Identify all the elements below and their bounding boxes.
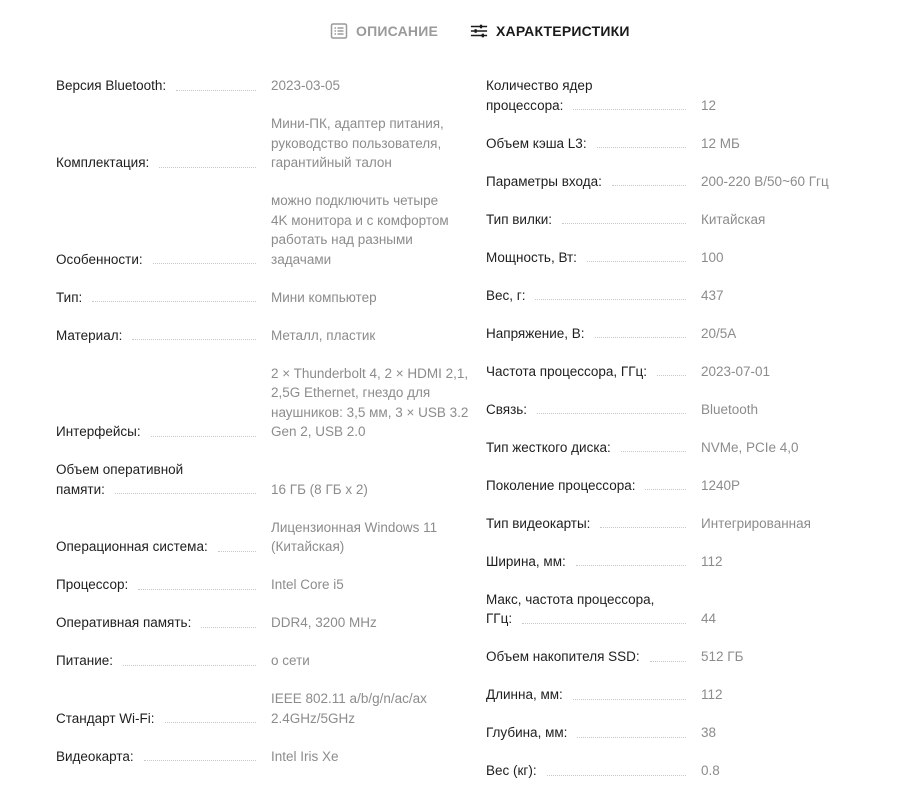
spec-label-line: Тип жесткого диска:	[486, 439, 611, 455]
dotted-leader	[657, 375, 686, 376]
spec-value-line: 2.4GHz/5GHz	[271, 710, 356, 726]
dotted-leader	[165, 722, 256, 723]
spec-value	[271, 364, 468, 442]
spec-label	[56, 326, 122, 346]
spec-value	[701, 96, 716, 116]
spec-label-line: Количество ядер	[486, 78, 593, 93]
spec-value-line: 2 × Thunderbolt 4, 2 × HDMI 2,1,	[271, 365, 469, 381]
spec-row	[56, 689, 471, 728]
spec-label	[56, 76, 166, 96]
spec-label-line: Вес (кг):	[486, 763, 537, 778]
spec-value-line: 100	[701, 249, 724, 265]
spec-value-line: можно подключить четыре	[271, 193, 439, 208]
spec-row	[56, 613, 471, 633]
spec-label-line: Связь:	[486, 401, 528, 417]
spec-label	[486, 362, 647, 382]
tab-specifications[interactable]	[470, 22, 630, 40]
spec-value	[701, 476, 740, 496]
spec-label-line: процессора:	[486, 97, 564, 113]
spec-value-line: о сети	[271, 653, 310, 668]
spec-value-line: DDR4, 3200 MHz	[271, 615, 377, 630]
spec-label-line: Процессор:	[56, 577, 129, 592]
spec-value-line: NVMe, PCIe 4,0	[701, 439, 799, 455]
dotted-leader	[92, 301, 256, 302]
spec-row	[486, 248, 901, 268]
spec-value	[701, 210, 765, 230]
spec-row	[486, 362, 901, 382]
dotted-leader	[132, 339, 256, 340]
spec-row	[56, 518, 471, 557]
spec-value	[701, 286, 724, 306]
spec-value	[271, 518, 437, 557]
spec-label	[486, 134, 587, 154]
spec-value-line: Китайская	[701, 211, 766, 227]
spec-value-line: 4K монитора и с комфортом	[271, 212, 449, 228]
dotted-leader	[115, 493, 256, 494]
spec-value-line: 12 МБ	[701, 135, 740, 151]
spec-label	[56, 613, 191, 633]
tab-description-label: ОПИСАНИЕ	[356, 23, 438, 39]
spec-value	[701, 685, 723, 705]
spec-value-line: Мини-ПК, адаптер питания,	[271, 116, 444, 131]
spec-label-line: Оперативная память:	[56, 615, 192, 630]
spec-value	[701, 248, 724, 268]
tab-specifications-label: ХАРАКТЕРИСТИКИ	[496, 23, 630, 39]
spec-value-line: 0.8	[701, 763, 720, 778]
dotted-leader	[621, 451, 686, 452]
spec-row	[486, 210, 901, 230]
dotted-leader	[176, 90, 256, 91]
dotted-leader	[537, 413, 686, 414]
spec-label	[486, 324, 585, 344]
spec-label-line: Глубина, мм:	[486, 725, 568, 740]
spec-row	[486, 761, 901, 781]
spec-row	[486, 552, 901, 572]
spec-row	[486, 685, 901, 705]
spec-row	[486, 590, 901, 629]
spec-value-line: работать над разными	[271, 232, 413, 247]
spec-row	[486, 476, 901, 496]
spec-label-line: Объем кэша L3:	[486, 135, 587, 151]
spec-value-line: 2023-03-05	[271, 78, 341, 93]
list-icon	[330, 22, 348, 40]
spec-label-line: Стандарт Wi-Fi:	[56, 710, 155, 726]
spec-label	[56, 250, 143, 270]
spec-label-line: Ширина, мм:	[486, 553, 566, 569]
spec-label	[56, 153, 149, 173]
spec-row	[56, 76, 471, 96]
spec-value-line: 512 ГБ	[701, 649, 744, 664]
spec-value	[271, 480, 368, 500]
spec-label-line: Параметры входа:	[486, 173, 602, 189]
spec-label-line: Версия Bluetooth:	[56, 78, 167, 93]
spec-label-line: Операционная система:	[56, 539, 208, 554]
spec-label	[56, 709, 155, 729]
spec-row	[56, 747, 471, 767]
dotted-leader	[522, 623, 686, 624]
spec-label-line: Вес, г:	[486, 287, 526, 303]
spec-label	[486, 761, 537, 781]
sliders-icon	[470, 22, 488, 40]
dotted-leader	[153, 263, 256, 264]
spec-row	[56, 364, 471, 442]
spec-label-line: Комплектация:	[56, 155, 150, 170]
dotted-leader	[535, 299, 686, 300]
spec-value	[701, 761, 720, 781]
spec-label-line: Питание:	[56, 653, 114, 668]
spec-value-line: Лицензионная Windows 11	[271, 519, 438, 535]
spec-row	[486, 647, 901, 667]
spec-label-line: Длинна, мм:	[486, 687, 563, 702]
spec-value-line: 44	[701, 611, 717, 626]
spec-value	[271, 114, 444, 173]
spec-value-line: Интегрированная	[701, 515, 811, 531]
spec-label	[486, 685, 563, 705]
spec-label-line: Напряжение, В:	[486, 325, 585, 341]
dotted-leader	[547, 775, 686, 776]
spec-value-line: 38	[701, 725, 717, 740]
spec-label-line: Особенности:	[56, 251, 143, 267]
spec-value	[271, 747, 339, 767]
spec-label	[486, 172, 602, 192]
spec-value	[701, 438, 799, 458]
spec-label-line: Видеокарта:	[56, 748, 134, 764]
spec-value-line: Gen 2, USB 2.0	[271, 424, 366, 439]
spec-value	[271, 689, 427, 728]
spec-row	[486, 172, 901, 192]
spec-row	[56, 114, 471, 173]
dotted-leader	[612, 185, 686, 186]
spec-value	[271, 191, 449, 269]
spec-label-line: Мощность, Вт:	[486, 249, 577, 265]
spec-label	[56, 747, 134, 767]
spec-label	[56, 575, 128, 595]
dotted-leader	[144, 760, 256, 761]
spec-value-line: 437	[701, 287, 724, 303]
dotted-leader	[151, 436, 256, 437]
spec-value	[271, 288, 377, 308]
dotted-leader	[587, 261, 686, 262]
dotted-leader	[650, 661, 686, 662]
spec-value	[701, 609, 716, 629]
spec-row	[486, 514, 901, 534]
dotted-leader	[159, 167, 256, 168]
spec-row	[486, 134, 901, 154]
spec-row	[56, 191, 471, 269]
spec-value	[701, 723, 716, 743]
spec-label	[56, 422, 141, 442]
spec-label-line: Объем оперативной	[56, 462, 184, 477]
spec-value	[701, 552, 723, 572]
spec-row	[56, 460, 471, 499]
spec-label	[486, 476, 635, 496]
spec-value	[271, 651, 310, 671]
spec-value	[701, 514, 811, 534]
spec-value	[701, 362, 770, 382]
spec-value	[271, 575, 344, 595]
dotted-leader	[123, 665, 256, 666]
spec-value	[701, 172, 829, 192]
spec-label	[56, 288, 82, 308]
spec-value-line: задачами	[271, 251, 332, 267]
spec-value-line: 20/5A	[701, 325, 737, 341]
spec-value-line: 200-220 В/50~60 Ггц	[701, 173, 829, 189]
spec-label-line: Поколение процессора:	[486, 477, 636, 493]
spec-label-line: Макс, частота процессора,	[486, 591, 655, 607]
spec-label	[486, 647, 640, 667]
spec-value-line: (Китайская)	[271, 539, 345, 554]
spec-label	[486, 286, 525, 306]
spec-row	[486, 438, 901, 458]
spec-value-line: Металл, пластик	[271, 327, 376, 343]
spec-value-line: 2,5G Ethernet, гнездо для	[271, 385, 431, 400]
spec-label-line: Тип:	[56, 289, 83, 305]
spec-label-line: Объем накопителя SSD:	[486, 649, 640, 664]
spec-row	[56, 326, 471, 346]
spec-value-line: Intel Core i5	[271, 577, 344, 592]
dotted-leader	[645, 489, 686, 490]
spec-label	[486, 514, 590, 534]
spec-label-line: памяти:	[56, 481, 105, 497]
spec-value	[701, 647, 743, 667]
spec-row	[56, 288, 471, 308]
spec-value	[271, 76, 340, 96]
spec-value-line: IEEE 802.11 a/b/g/n/ac/ax	[271, 691, 427, 706]
dotted-leader	[597, 147, 686, 148]
spec-label-line: Тип вилки:	[486, 211, 553, 227]
dotted-leader	[600, 527, 686, 528]
spec-value-line: 1240P	[701, 477, 741, 493]
tab-description[interactable]	[330, 22, 438, 40]
spec-label-line: Материал:	[56, 327, 123, 343]
dotted-leader	[201, 627, 256, 628]
dotted-leader	[576, 565, 686, 566]
spec-value-line: 112	[701, 553, 723, 569]
dotted-leader	[562, 223, 686, 224]
spec-label	[486, 552, 566, 572]
spec-value-line: 112	[701, 687, 723, 702]
spec-value-line: 2023-07-01	[701, 363, 771, 379]
dotted-leader	[577, 737, 686, 738]
spec-value	[701, 134, 740, 154]
spec-value	[701, 400, 758, 420]
spec-row	[486, 723, 901, 743]
spec-value	[271, 613, 377, 633]
spec-row	[486, 76, 901, 115]
dotted-leader	[218, 551, 256, 552]
spec-value	[701, 324, 736, 344]
spec-label	[486, 248, 577, 268]
spec-value-line: 16 ГБ (8 ГБ x 2)	[271, 481, 368, 497]
spec-label-line: Тип видеокарты:	[486, 515, 591, 531]
spec-value-line: Intel Iris Xe	[271, 748, 339, 764]
spec-value-line: руководство пользователя,	[271, 135, 442, 151]
spec-label-line: Интерфейсы:	[56, 424, 141, 439]
dotted-leader	[595, 337, 686, 338]
spec-row	[486, 286, 901, 306]
spec-value-line: Мини компьютер	[271, 289, 377, 305]
dotted-leader	[573, 699, 686, 700]
spec-label-line: Частота процессора, ГГц:	[486, 363, 647, 379]
spec-label	[486, 400, 527, 420]
dotted-leader	[573, 109, 686, 110]
spec-value-line: Bluetooth	[701, 401, 759, 417]
spec-value-line: наушников: 3,5 мм, 3 × USB 3.2	[271, 404, 469, 420]
tab-bar	[0, 22, 919, 42]
spec-value	[271, 326, 375, 346]
spec-row	[486, 324, 901, 344]
spec-label	[486, 210, 552, 230]
dotted-leader	[138, 589, 256, 590]
spec-value-line: 12	[701, 97, 717, 113]
spec-value-line: гарантийный талон	[271, 155, 392, 170]
spec-row	[56, 651, 471, 671]
spec-row	[56, 575, 471, 595]
spec-label	[56, 537, 208, 557]
spec-label	[56, 651, 113, 671]
spec-row	[486, 400, 901, 420]
spec-label-line: ГГц:	[486, 611, 513, 626]
spec-label	[486, 723, 567, 743]
spec-label	[486, 438, 611, 458]
